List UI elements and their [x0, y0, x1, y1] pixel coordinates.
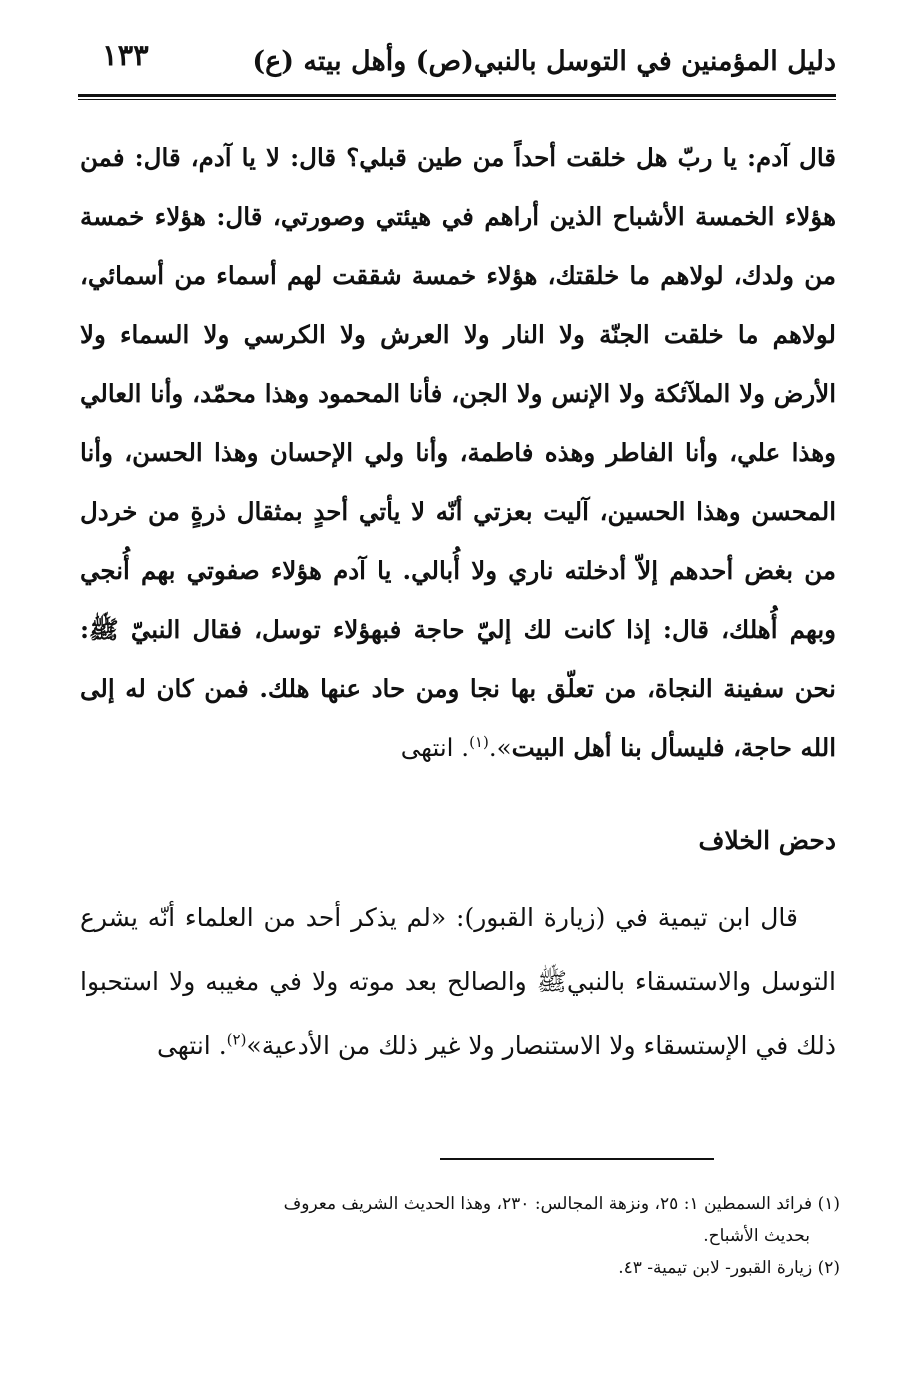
footnote-divider [440, 1158, 714, 1160]
footnote-1-continuation: بحديث الأشباح. [703, 1226, 810, 1246]
footnote-ref-2: (٢) [226, 1030, 247, 1049]
footnote-ref-1: (١) [469, 732, 489, 751]
page-number: ١٣٣ [102, 38, 149, 72]
page-header [80, 38, 836, 90]
footnote-2 [80, 1252, 840, 1284]
main-paragraph [80, 128, 836, 777]
end-marker-2: . انتهى [156, 1031, 227, 1060]
running-title: دليل المؤمنين في التوسل بالنبي(ص) وأهل بيته (ع) [252, 46, 836, 77]
quote-close-mark-2: » [246, 1031, 262, 1060]
quote-close-mark: ». [488, 733, 512, 762]
second-paragraph [80, 886, 836, 1078]
footnote-2-text: (٢) زيارة القبور- لابن تيمية- ٤٣. [618, 1258, 840, 1278]
second-paragraph-text: قال ابن تيمية في (زيارة القبور): «لم يذكر أحد من العلماء أنّه يشرع التوسل والاستسقاء بالنبيﷺ والصالح بعد موته ولا في مغيبه ولا استحبوا ذلك في الإستسقاء ولا الاستنصار ولا غير ذلك من الأدعية [80, 903, 836, 1060]
header-rule [78, 94, 836, 97]
section-heading: دحض الخلاف [698, 826, 836, 855]
footnote-1-text: (١) فرائد السمطين ١: ٢٥، ونزهة المجالس: ٢٣٠، وهذا الحديث الشريف معروف [283, 1194, 840, 1214]
footnotes [80, 1188, 840, 1284]
footnote-1 [80, 1188, 840, 1252]
header-rule-thin [78, 99, 836, 100]
main-paragraph-text: قال آدم: يا ربّ هل خلقت أحداً من طين قبلي؟ قال: لا يا آدم، قال: فمن هؤلاء الخمسة الأشباح الذين أراهم في هيئتي وصورتي، قال: هؤلاء خمسة من ولدك، لولاهم ما خلقتك، هؤلاء خمسة شققت لهم أسماء من أسمائي، لولاهم ما خلقت الجنّة ولا النار ولا العرش ولا الكرسي ولا السماء ولا الأرض ولا الملآئكة ولا الإنس ولا الجن، فأنا المحمود وهذا محمّد، وأنا العالي وهذا علي، وأنا الفاطر وهذه فاطمة، وأنا ولي الإحسان وهذا الحسن، وأنا المحسن وهذا الحسين، آليت بعزتي أنّه لا يأتي أحدٍ بمثقال ذرةٍ من خردل من بغض أحدهم إلاّ أدخلته ناري ولا أُبالي. يا آدم هؤلاء صفوتي بهم أُنجي وبهم أُهلك، قال: إذا كانت لك إليّ حاجة فبهؤلاء توسل، فقال النبيّ ﷺ: نحن سفينة النجاة، من تعلّق بها نجا ومن حاد عنها هلك. فمن كان له إلى الله حاجة، فليسأل بنا أهل البيت [80, 143, 836, 762]
end-marker: . انتهى [400, 733, 470, 762]
